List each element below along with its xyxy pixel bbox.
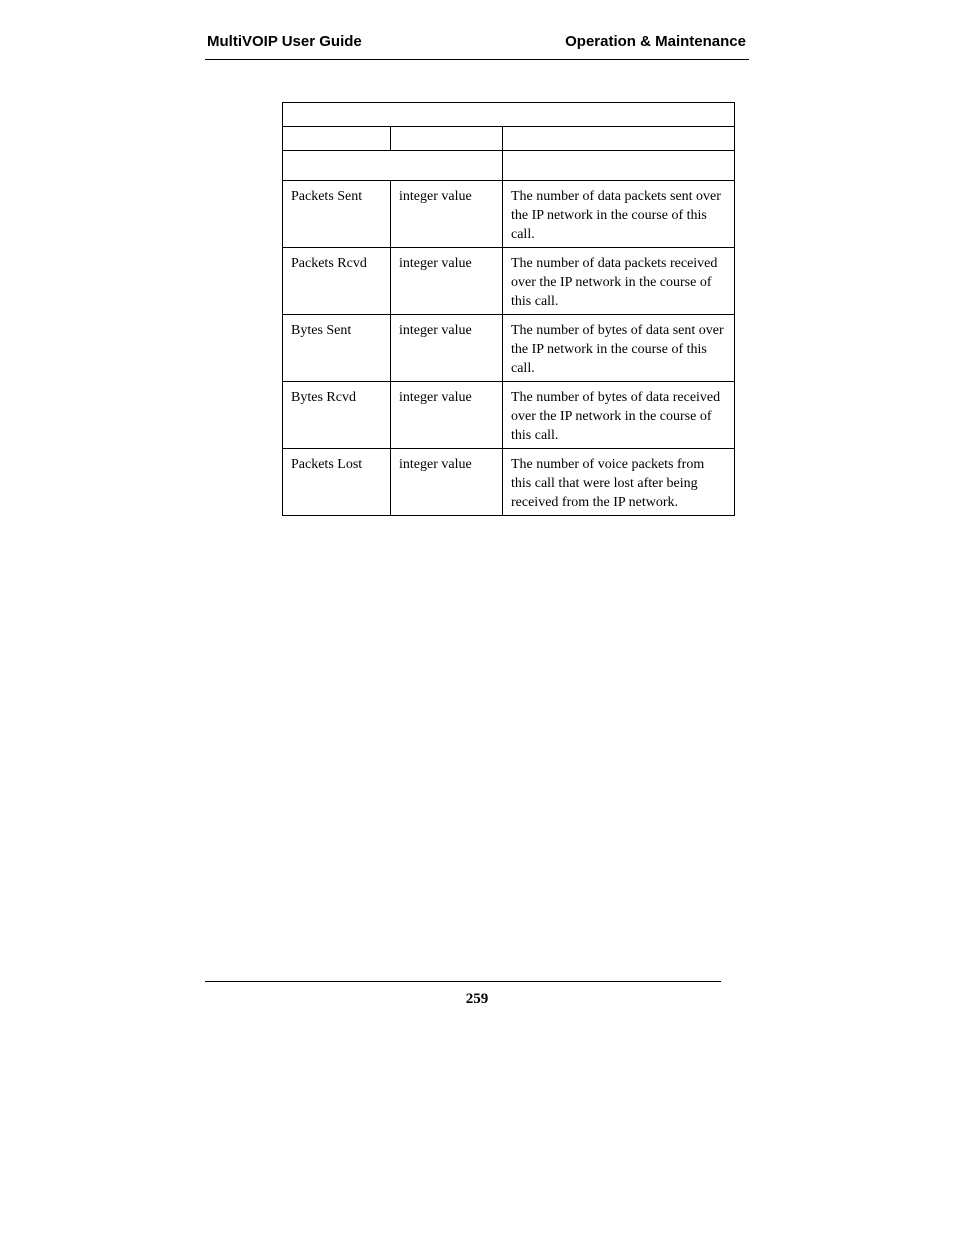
running-header-title: MultiVOIP User Guide bbox=[207, 33, 362, 50]
field-values: integer value bbox=[391, 248, 503, 315]
table-row bbox=[283, 382, 735, 449]
field-name: Bytes Sent bbox=[283, 315, 391, 382]
table-row bbox=[283, 181, 735, 248]
table-title bbox=[283, 103, 735, 127]
field-description: The number of data packets sent over the IP network in the course of this call. bbox=[503, 181, 735, 248]
field-name: Packets Rcvd bbox=[283, 248, 391, 315]
field-values: integer value bbox=[391, 449, 503, 516]
field-description: The number of bytes of data sent over the IP network in the course of this call. bbox=[503, 315, 735, 382]
column-header-field bbox=[283, 127, 391, 151]
table-row bbox=[283, 315, 735, 382]
field-description: The number of voice packets from this call that were lost after being received from the IP network. bbox=[503, 449, 735, 516]
field-name: Packets Sent bbox=[283, 181, 391, 248]
table-row bbox=[283, 248, 735, 315]
call-statistics-table bbox=[282, 102, 735, 516]
footer-rule bbox=[205, 981, 721, 982]
group-description bbox=[503, 151, 735, 181]
field-name: Bytes Rcvd bbox=[283, 382, 391, 449]
group-label bbox=[283, 151, 503, 181]
field-name: Packets Lost bbox=[283, 449, 391, 516]
running-header-section: Operation & Maintenance bbox=[565, 33, 746, 50]
field-description: The number of bytes of data received over the IP network in the course of this call. bbox=[503, 382, 735, 449]
table-row bbox=[283, 449, 735, 516]
field-description: The number of data packets received over the IP network in the course of this call. bbox=[503, 248, 735, 315]
field-values: integer value bbox=[391, 315, 503, 382]
table-title-row bbox=[283, 103, 735, 127]
table-group-row bbox=[283, 151, 735, 181]
field-values: integer value bbox=[391, 382, 503, 449]
table-header-row bbox=[283, 127, 735, 151]
column-header-description bbox=[503, 127, 735, 151]
page-number: 259 bbox=[465, 991, 489, 1007]
field-values: integer value bbox=[391, 181, 503, 248]
header-rule bbox=[205, 59, 749, 60]
column-header-values bbox=[391, 127, 503, 151]
